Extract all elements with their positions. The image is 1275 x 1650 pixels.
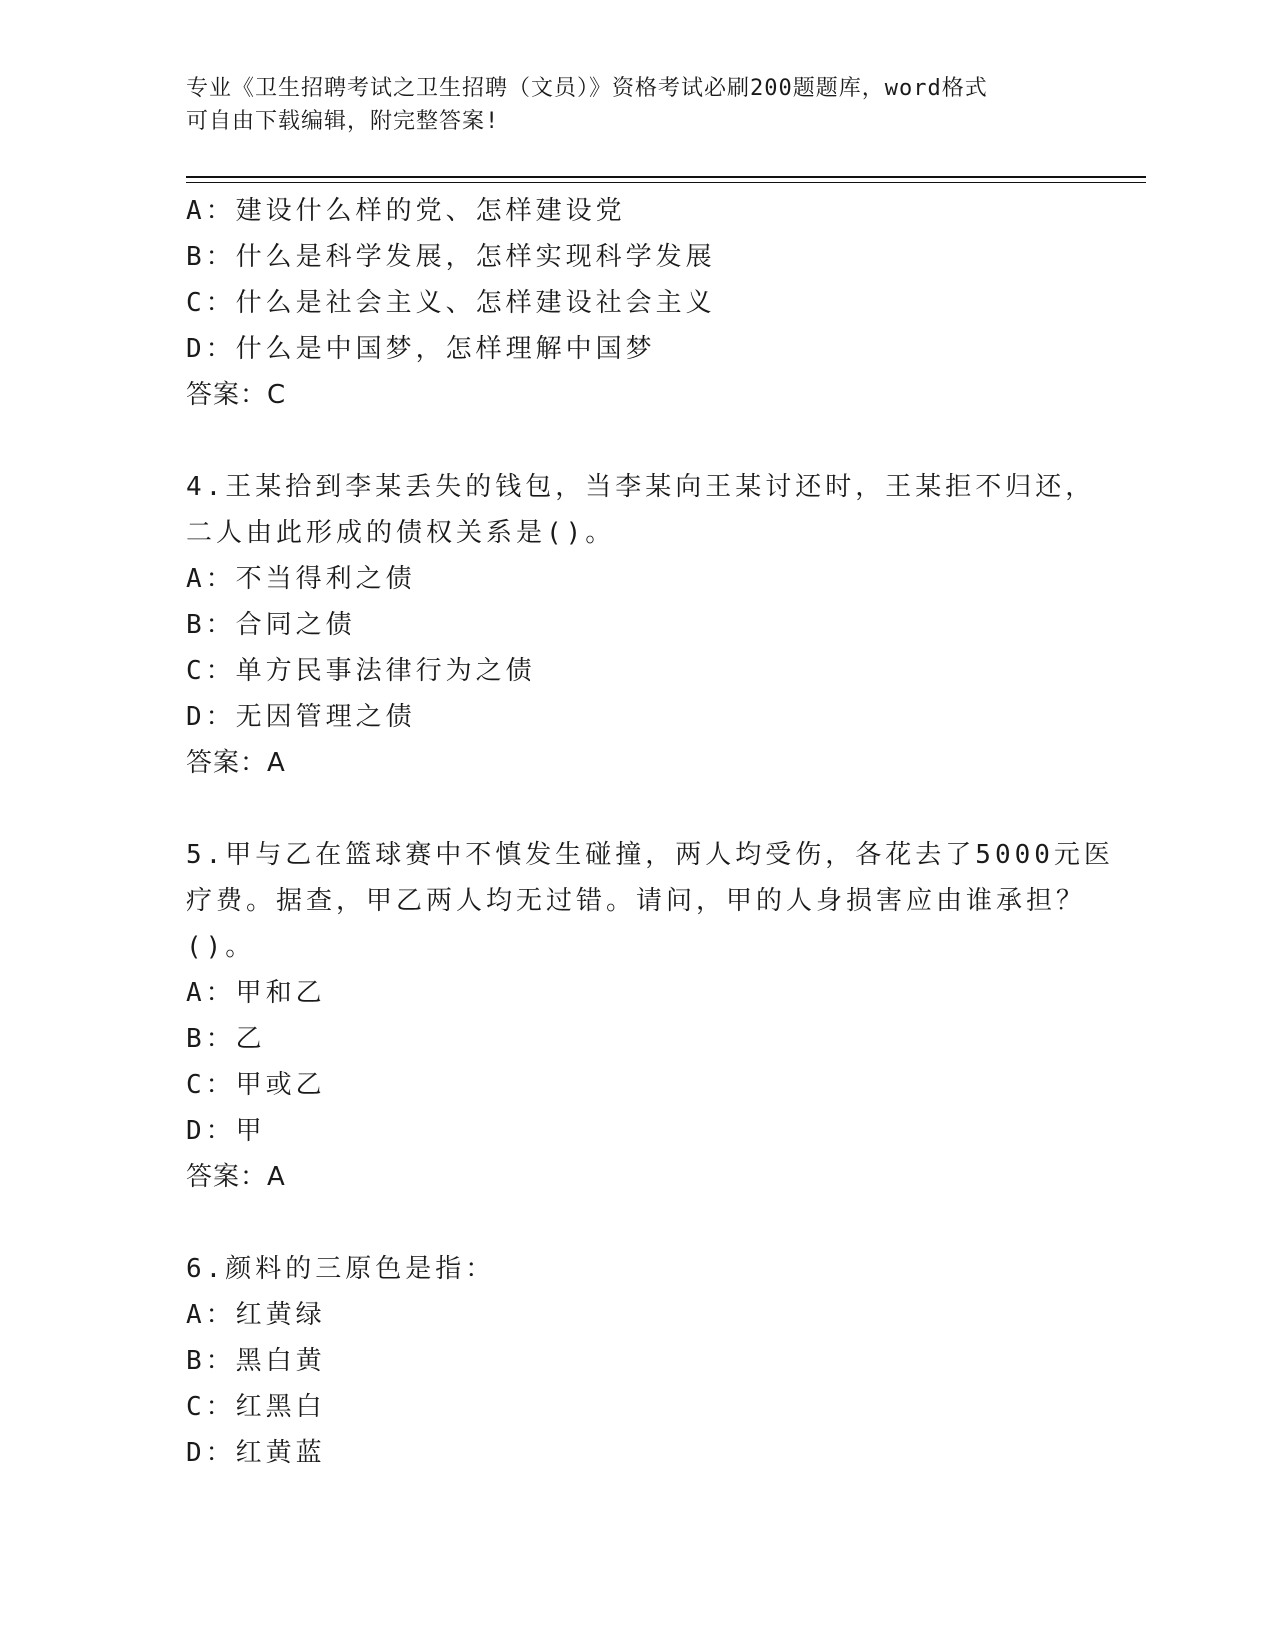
header-divider-thick [186,176,1146,178]
option-b: B：乙 [186,1024,266,1054]
option-a: A：甲和乙 [186,978,326,1008]
header-title-line1: 专业《卫生招聘考试之卫生招聘（文员）》资格考试必刷200题题库，word格式 [186,76,988,101]
option-b: B：合同之债 [186,610,356,640]
question-stem: 4.王某拾到李某丢失的钱包，当李某向王某讨还时，王某拒不归还， [186,472,1096,502]
document-header [186,72,1086,138]
question-stem: 疗费。据查，甲乙两人均无过错。请问，甲的人身损害应由谁承担？ [186,886,1087,916]
answer: 答案：C [186,380,287,410]
spacer [186,786,1086,832]
question-5 [186,832,1114,1200]
question-6 [186,1246,1086,1476]
option-a: A：红黄绿 [186,1300,326,1330]
question-list [186,188,1114,1476]
option-b: B：黑白黄 [186,1346,326,1376]
spacer [186,1200,1086,1246]
option-c: C：甲或乙 [186,1070,326,1100]
option-c: C：什么是社会主义、怎样建设社会主义 [186,288,716,318]
spacer [186,418,1086,464]
option-c: C：单方民事法律行为之债 [186,656,536,686]
option-a: A：建设什么样的党、怎样建设党 [186,196,626,226]
question-stem: 5.甲与乙在篮球赛中不慎发生碰撞，两人均受伤，各花去了5000元医 [186,840,1114,870]
question-4 [186,464,1096,786]
option-d: D：甲 [186,1116,266,1146]
option-d: D：什么是中国梦，怎样理解中国梦 [186,334,656,364]
question-stem: ()。 [186,932,256,962]
header-title-line2: 可自由下载编辑，附完整答案! [186,109,500,134]
option-a: A：不当得利之债 [186,564,416,594]
question-stem: 二人由此形成的债权关系是()。 [186,518,616,548]
header-divider-thin [186,182,1146,183]
answer: 答案：A [186,748,286,778]
option-d: D：无因管理之债 [186,702,416,732]
question-stem: 6.颜料的三原色是指： [186,1254,496,1284]
option-b: B：什么是科学发展，怎样实现科学发展 [186,242,716,272]
answer: 答案：A [186,1162,286,1192]
question-3 [186,188,1086,418]
option-c: C：红黑白 [186,1392,326,1422]
option-d: D：红黄蓝 [186,1438,326,1468]
